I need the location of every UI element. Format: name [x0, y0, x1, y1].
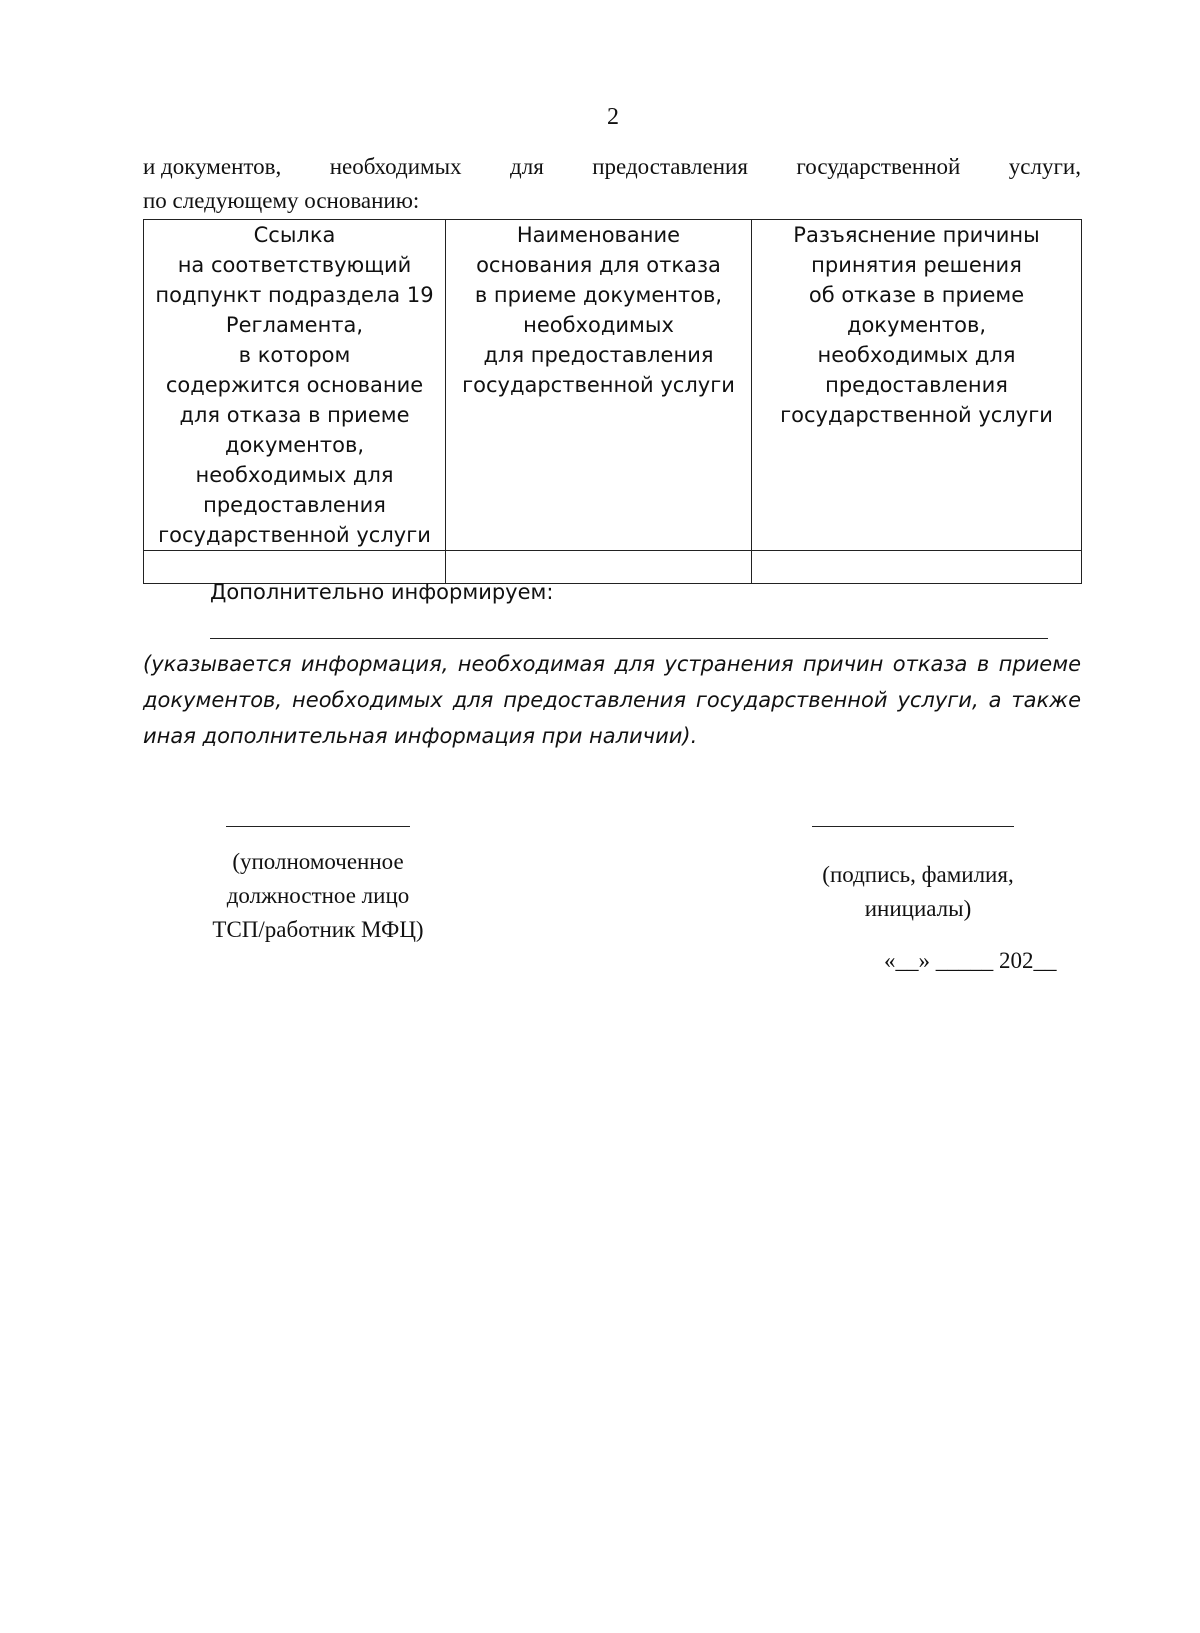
header-line: документов,: [224, 433, 365, 457]
header-line: в приеме документов,: [474, 283, 723, 307]
table-header-row: [144, 220, 1082, 551]
intro-line-2: по следующему основанию:: [143, 188, 420, 213]
header-explanation: [752, 220, 1082, 551]
header-line: необходимых для: [817, 343, 1016, 367]
header-line: документов,: [846, 313, 987, 337]
intro-word: и документов,: [143, 154, 282, 179]
header-line: предоставления: [203, 493, 386, 517]
caption-line: ТСП/работник МФЦ): [212, 917, 424, 942]
header-line: об отказе в приеме: [808, 283, 1025, 307]
header-line: необходимых: [523, 313, 674, 337]
header-line: принятия решения: [811, 253, 1022, 277]
header-line: Наименование: [516, 223, 681, 247]
caption-line: (подпись, фамилия,: [822, 862, 1014, 887]
header-line: для отказа в приеме: [179, 403, 410, 427]
intro-word: для: [510, 154, 544, 179]
caption-line: должностное лицо: [226, 883, 410, 908]
header-line: на соответствующий: [177, 253, 412, 277]
signature-caption: [768, 858, 1068, 926]
additional-info-note: (указывается информация, необходимая для устранения причин отказа в приеме документов, необходимых для предоставления государственной услуги, а также иная дополнительная информация при наличии).: [143, 652, 1081, 748]
header-line: Регламента,: [225, 313, 364, 337]
header-line: содержится основание: [165, 373, 424, 397]
official-signature-line: [226, 826, 410, 827]
official-caption: [168, 845, 468, 947]
header-line: государственной услуги: [462, 373, 735, 397]
signature-name-line: [812, 826, 1014, 827]
table-cell: [446, 551, 752, 584]
caption-line: инициалы): [864, 896, 972, 921]
header-line: необходимых для: [195, 463, 394, 487]
header-refusal-ground: [446, 220, 752, 551]
additional-info-blank-line: [210, 638, 1048, 639]
table-cell: [144, 551, 446, 584]
header-line: государственной услуги: [780, 403, 1053, 427]
intro-word: государственной: [796, 154, 961, 179]
page-number: 2: [607, 104, 619, 130]
date-line: «__» _____ 202__: [884, 948, 1057, 973]
header-line: Ссылка: [253, 223, 336, 247]
additional-info-label: Дополнительно информируем:: [210, 580, 554, 604]
caption-line: (уполномоченное: [232, 849, 404, 874]
table-row: [144, 551, 1082, 584]
header-line: Разъяснение причины: [793, 223, 1040, 247]
header-line: государственной услуги: [158, 523, 431, 547]
header-line: в котором: [238, 343, 351, 367]
refusal-table: [143, 219, 1082, 584]
intro-word: услуги,: [1008, 154, 1081, 179]
header-reference: [144, 220, 446, 551]
intro-paragraph: [143, 150, 1081, 218]
header-line: для предоставления: [483, 343, 714, 367]
intro-word: необходимых: [329, 154, 462, 179]
header-line: основания для отказа: [476, 253, 721, 277]
intro-line-1: [143, 150, 1081, 184]
header-line: подпункт подраздела 19: [155, 283, 434, 307]
header-line: предоставления: [825, 373, 1008, 397]
intro-word: предоставления: [592, 154, 748, 179]
table-cell: [752, 551, 1082, 584]
